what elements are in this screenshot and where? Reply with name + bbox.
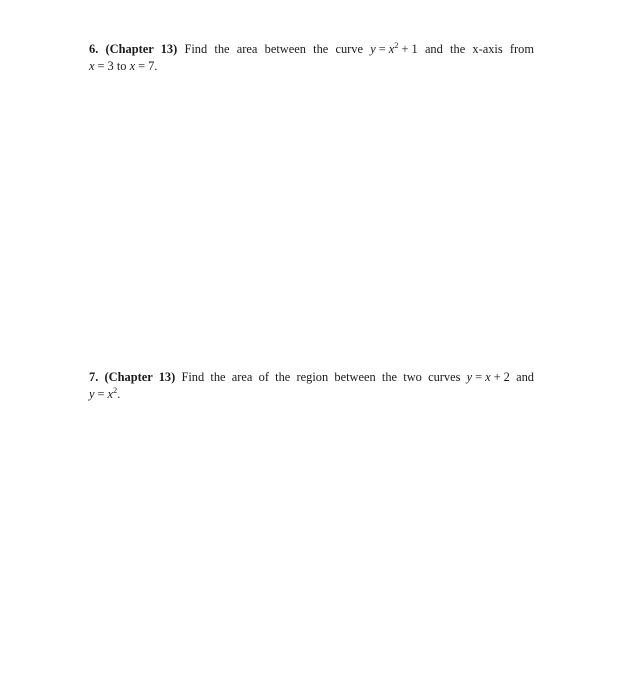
chapter-label: (Chapter 13) (104, 370, 176, 384)
math-op: = (138, 58, 146, 73)
math-var: y (370, 42, 376, 56)
math-op: = (475, 370, 483, 384)
problem-text-tail: and (516, 370, 534, 384)
math-var: y (466, 370, 473, 384)
problem-number: 7. (89, 370, 99, 384)
problem-number: 6. (89, 42, 99, 56)
curve-equation (370, 42, 417, 56)
problem-text: Find the area between the curve (184, 42, 364, 56)
problem-6 (89, 41, 534, 74)
math-var: x (129, 58, 136, 73)
chapter-label: (Chapter 13) (105, 42, 178, 56)
math-punct: . (117, 386, 121, 401)
curve-equation-2 (89, 384, 121, 401)
math-exponent: 2 (394, 40, 399, 50)
math-const: 3 (107, 58, 114, 73)
math-var: x (107, 386, 113, 401)
math-const: 1 (411, 42, 418, 56)
problem-text-tail: and the x-axis from (424, 42, 534, 56)
problem-6-line-1 (89, 41, 534, 58)
problem-7-line-1 (89, 369, 534, 386)
problem-text: Find the area of the region between the two curves (181, 370, 461, 384)
math-const: 7. (148, 58, 158, 73)
math-var: y (89, 386, 95, 401)
math-const: 2 (503, 370, 510, 384)
math-op: = (378, 42, 386, 56)
math-var: x (89, 58, 95, 73)
problem-7-line-2 (89, 386, 534, 403)
problem-6-line-2 (89, 58, 534, 75)
problem-text: to (116, 58, 127, 73)
problem-7 (89, 369, 534, 402)
math-op: + (493, 370, 501, 384)
math-exponent: 2 (113, 384, 118, 395)
math-var: x (388, 42, 395, 56)
math-op: + (401, 42, 409, 56)
math-var: x (485, 370, 491, 384)
math-op: = (97, 58, 105, 73)
curve-equation-1 (467, 370, 510, 384)
math-op: = (97, 386, 105, 401)
